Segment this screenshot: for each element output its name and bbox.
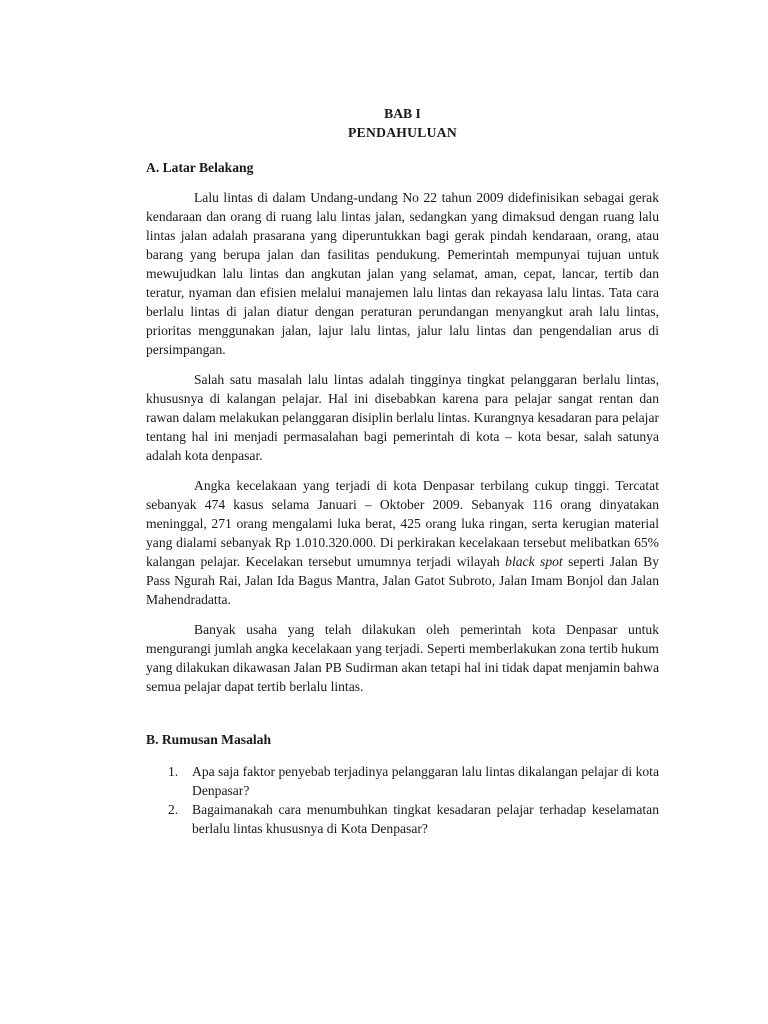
list-item	[146, 762, 659, 800]
chapter-title: PENDAHULUAN	[347, 125, 458, 140]
paragraph-1: Lalu lintas di dalam Undang-undang No 22 tahun 2009 didefinisikan sebagai gerak kendaraan dan orang di ruang lalu lintas jalan, sedangkan yang dimaksud dengan ruang lalu lintas jalan adalah prasarana yang diperuntukkan bagi gerak pindah kendaraan, orang, atau barang yang berupa jalan dan fasilitas pendukung. Pemerintah mempunyai tujuan untuk mewujudkan lalu lintas dan angkutan jalan yang selamat, aman, cepat, lancar, tertib dan teratur, nyaman dan efisien melalui manajemen lalu lintas dan rekayasa lalu lintas. Tata cara berlalu lintas di jalan diatur dengan peraturan perundangan menyangkut arah lalu lintas, prioritas menggunakan jalan, lajur lalu lintas, jalur lalu lintas dan pengendalian arus di persimpangan.	[146, 190, 659, 357]
chapter-number: BAB I	[384, 106, 421, 121]
paragraph-2: Salah satu masalah lalu lintas adalah tingginya tingkat pelanggaran berlalu lintas, khususnya di kalangan pelajar. Hal ini disebabkan karena para pelajar sangat rentan dan rawan dalam melakukan pelanggaran disiplin berlalu lintas. Kurangnya kesadaran para pelajar tentang hal ini menjadi permasalahan bagi pemerintah di kota – kota besar, salah satunya adalah kota denpasar.	[146, 372, 659, 463]
problem-list	[146, 762, 659, 838]
document-page	[146, 104, 659, 838]
list-item-number: 1.	[168, 764, 179, 779]
paragraph-3-italic: black spot	[505, 554, 563, 569]
list-item-number: 2.	[168, 802, 179, 817]
paragraph-3-text-a: Angka kecelakaan yang terjadi di kota Denpasar terbilang cukup tinggi. Tercatat sebanyak 474 kasus selama Januari – Oktober 2009. Sebanyak 116 orang dinyatakan meninggal, 271 orang mengalami luka berat, 425 orang luka ringan, serta kerugian material yang dialami sebanyak Rp 1.010.320.000. Di perkirakan kecelakaan tersebut melibatkan 65% kalangan pelajar. Kecelakan tersebut umumnya terjadi wilayah	[146, 478, 659, 569]
paragraph-3-text-b: seperti Jalan By Pass Ngurah Rai, Jalan Ida Bagus Mantra, Jalan Gatot Subroto, Jalan Imam Bonjol dan Jalan Mahendradatta.	[146, 554, 660, 607]
list-item-text: Apa saja faktor penyebab terjadinya pelanggaran lalu lintas dikalangan pelajar di kota Denpasar?	[192, 764, 659, 798]
list-item	[146, 800, 659, 838]
paragraph-4: Banyak usaha yang telah dilakukan oleh pemerintah kota Denpasar untuk mengurangi jumlah angka kecelakaan yang terjadi. Seperti memberlakukan zona tertib hukum yang dilakukan dikawasan Jalan PB Sudirman akan tetapi hal ini tidak dapat menjamin bahwa semua pelajar dapat tertib berlalu lintas.	[146, 622, 659, 694]
list-item-text: Bagaimanakah cara menumbuhkan tingkat kesadaran pelajar terhadap keselamatan berlalu lintas khususnya di Kota Denpasar?	[192, 802, 659, 836]
paragraph-3	[146, 476, 659, 609]
section-b-heading: B. Rumusan Masalah	[146, 732, 272, 747]
section-a-heading: A. Latar Belakang	[146, 160, 254, 175]
